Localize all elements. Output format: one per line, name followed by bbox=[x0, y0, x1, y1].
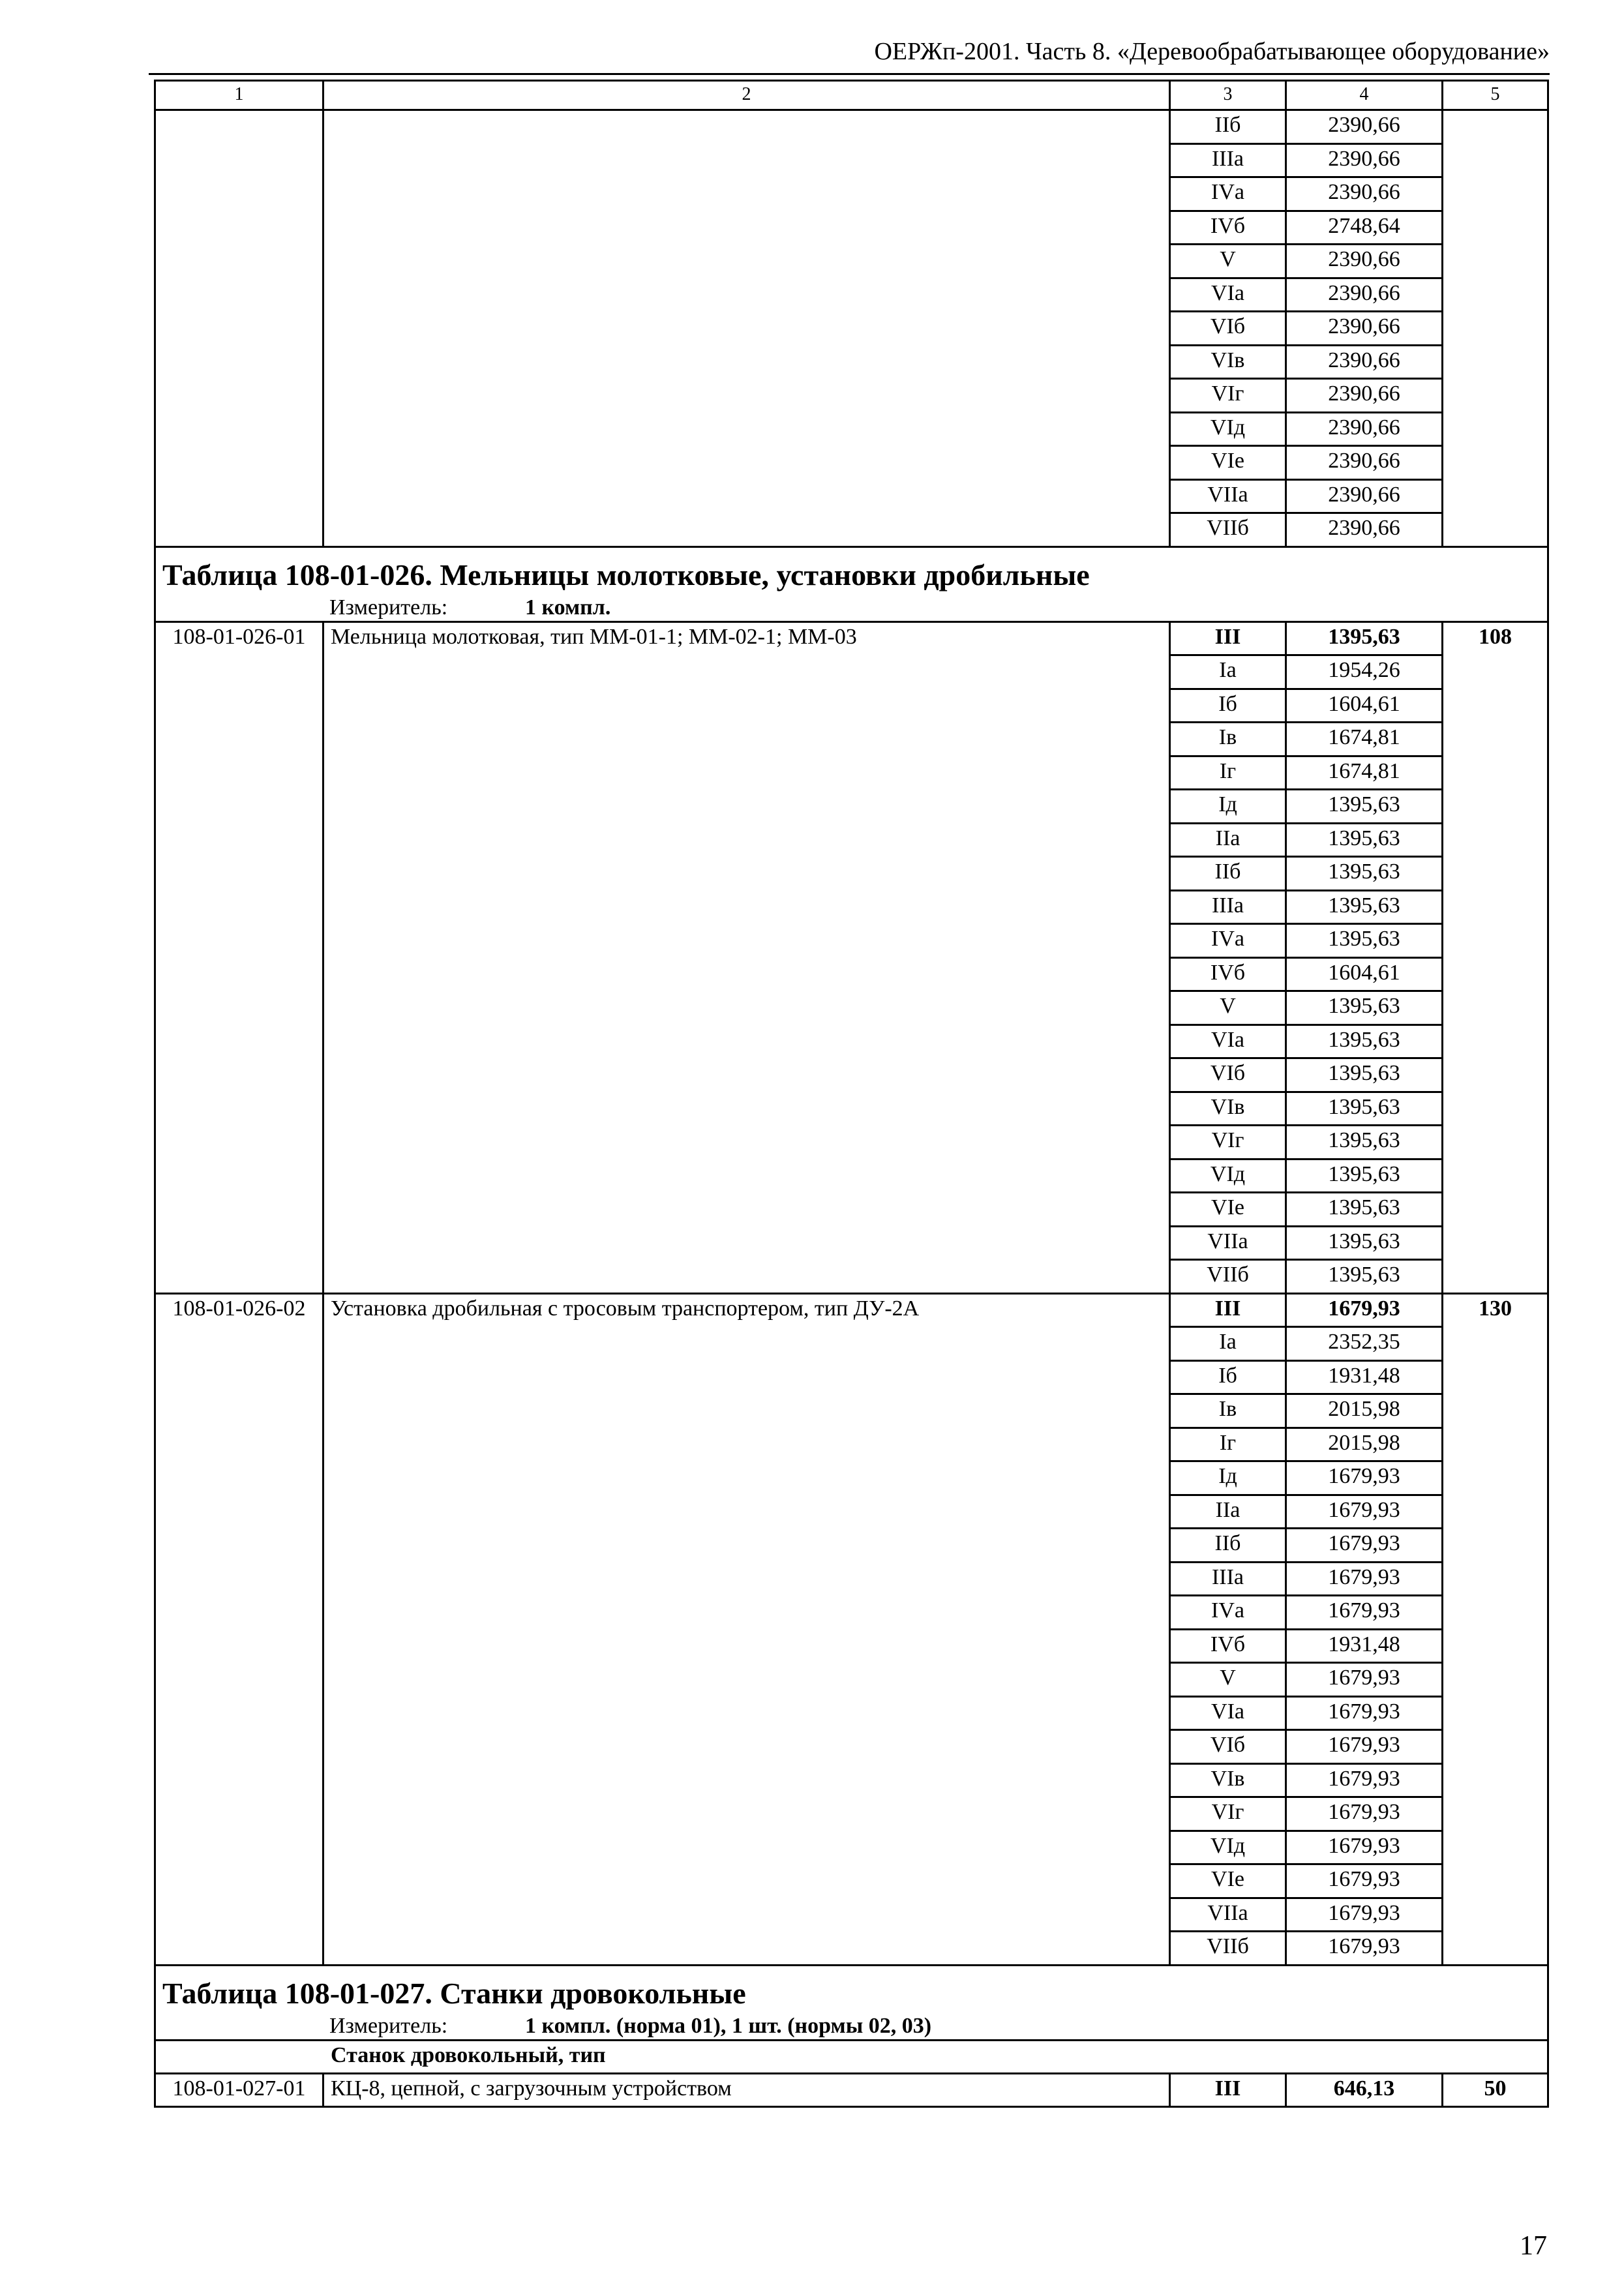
column-number: 1 bbox=[155, 81, 323, 110]
zone-cell: V bbox=[1170, 245, 1286, 278]
item-code: 108-01-027-01 bbox=[155, 2073, 323, 2107]
zone-cell: Iг bbox=[1170, 756, 1286, 790]
zone-cell: III bbox=[1170, 2073, 1286, 2107]
measure-line bbox=[329, 2013, 1541, 2039]
zone-cell: VIIб bbox=[1170, 1932, 1286, 1966]
item-code: 108-01-026-01 bbox=[155, 621, 323, 1293]
price-cell: 1679,93 bbox=[1286, 1763, 1443, 1797]
zone-cell: VIIб bbox=[1170, 513, 1286, 547]
item-description: Мельница молотковая, тип ММ-01-1; ММ-02-1; ММ-03 bbox=[323, 621, 1170, 1293]
measure-label: Измеритель: bbox=[329, 2013, 448, 2038]
price-cell: 1395,63 bbox=[1286, 924, 1443, 958]
zone-cell: Iа bbox=[1170, 1327, 1286, 1361]
price-cell: 1679,93 bbox=[1286, 1495, 1443, 1529]
price-cell: 2390,66 bbox=[1286, 446, 1443, 480]
zone-cell: VIг bbox=[1170, 1126, 1286, 1159]
item-description: Установка дробильная с тросовым транспортером, тип ДУ-2А bbox=[323, 1293, 1170, 1965]
price-cell: 1679,93 bbox=[1286, 1529, 1443, 1563]
zone-cell: VIа bbox=[1170, 1696, 1286, 1730]
zone-cell: IIIа bbox=[1170, 143, 1286, 177]
price-cell: 1395,63 bbox=[1286, 621, 1443, 655]
price-cell: 1954,26 bbox=[1286, 655, 1443, 689]
price-cell: 1395,63 bbox=[1286, 1092, 1443, 1126]
table-title-row bbox=[155, 1965, 1548, 2040]
price-cell: 1604,61 bbox=[1286, 689, 1443, 723]
zone-cell: Iг bbox=[1170, 1428, 1286, 1461]
price-cell: 2748,64 bbox=[1286, 211, 1443, 245]
price-cell: 2390,66 bbox=[1286, 312, 1443, 346]
price-cell: 1395,63 bbox=[1286, 1193, 1443, 1227]
table-title: Таблица 108-01-027. Станки дровокольные bbox=[162, 1976, 746, 2010]
zone-cell: IVб bbox=[1170, 211, 1286, 245]
zone-cell: VIд bbox=[1170, 412, 1286, 446]
price-cell: 1395,63 bbox=[1286, 857, 1443, 891]
zone-cell: VIе bbox=[1170, 1864, 1286, 1898]
price-cell: 1395,63 bbox=[1286, 1126, 1443, 1159]
zone-cell: VIв bbox=[1170, 1763, 1286, 1797]
column-number: 2 bbox=[323, 81, 1170, 110]
zone-cell: IIб bbox=[1170, 857, 1286, 891]
rate-row bbox=[155, 1293, 1548, 1327]
price-cell: 1395,63 bbox=[1286, 890, 1443, 924]
table-title: Таблица 108-01-026. Мельницы молотковые, установки дробильные bbox=[162, 558, 1090, 591]
zone-cell: VIг bbox=[1170, 1797, 1286, 1831]
price-cell: 2352,35 bbox=[1286, 1327, 1443, 1361]
price-cell: 1679,93 bbox=[1286, 1293, 1443, 1327]
zone-cell: VIб bbox=[1170, 312, 1286, 346]
zone-cell: VIIа bbox=[1170, 1898, 1286, 1932]
price-cell: 1931,48 bbox=[1286, 1629, 1443, 1663]
zone-cell: IIIа bbox=[1170, 890, 1286, 924]
zone-cell: III bbox=[1170, 621, 1286, 655]
zone-cell: VIб bbox=[1170, 1058, 1286, 1092]
zone-cell: VIIа bbox=[1170, 1226, 1286, 1260]
zone-cell: IIб bbox=[1170, 1529, 1286, 1563]
price-cell: 2390,66 bbox=[1286, 278, 1443, 312]
price-cell: 2390,66 bbox=[1286, 379, 1443, 413]
price-cell: 1604,61 bbox=[1286, 957, 1443, 991]
zone-cell: IVб bbox=[1170, 1629, 1286, 1663]
price-cell: 1679,93 bbox=[1286, 1898, 1443, 1932]
price-cell: 1679,93 bbox=[1286, 1831, 1443, 1864]
zone-cell: V bbox=[1170, 1663, 1286, 1697]
column-number: 3 bbox=[1170, 81, 1286, 110]
item-year: 108 bbox=[1443, 621, 1548, 1293]
zone-cell: IIIа bbox=[1170, 1562, 1286, 1596]
table-title-row bbox=[155, 546, 1548, 621]
table-title-cell bbox=[155, 1965, 1548, 2040]
zone-cell: IIа bbox=[1170, 1495, 1286, 1529]
column-numbers-row bbox=[155, 81, 1548, 110]
zone-cell: VIг bbox=[1170, 379, 1286, 413]
column-number: 4 bbox=[1286, 81, 1443, 110]
price-cell: 1395,63 bbox=[1286, 823, 1443, 857]
item-year: 50 bbox=[1443, 2073, 1548, 2107]
zone-cell: Iд bbox=[1170, 1461, 1286, 1495]
price-cell: 1679,93 bbox=[1286, 1596, 1443, 1630]
zone-cell: VIа bbox=[1170, 278, 1286, 312]
zone-cell: IIб bbox=[1170, 110, 1286, 144]
price-cell: 1679,93 bbox=[1286, 1864, 1443, 1898]
zone-cell: VIв bbox=[1170, 1092, 1286, 1126]
price-cell: 2390,66 bbox=[1286, 412, 1443, 446]
price-cell: 1395,63 bbox=[1286, 1058, 1443, 1092]
zone-cell: Iб bbox=[1170, 689, 1286, 723]
header-rule bbox=[149, 73, 1550, 75]
zone-cell: VIа bbox=[1170, 1025, 1286, 1058]
price-cell: 2390,66 bbox=[1286, 177, 1443, 211]
table-title-cell bbox=[155, 546, 1548, 621]
price-cell: 2390,66 bbox=[1286, 345, 1443, 379]
zone-cell: IVа bbox=[1170, 177, 1286, 211]
zone-cell: Iв bbox=[1170, 723, 1286, 756]
price-cell: 1679,93 bbox=[1286, 1461, 1443, 1495]
item-description: КЦ-8, цепной, с загрузочным устройством bbox=[323, 2073, 1170, 2107]
price-cell: 1679,93 bbox=[1286, 1562, 1443, 1596]
item-code bbox=[155, 110, 323, 547]
item-year: 130 bbox=[1443, 1293, 1548, 1965]
page-number: 17 bbox=[1520, 2231, 1547, 2261]
zone-cell: VIд bbox=[1170, 1831, 1286, 1864]
measure-line bbox=[329, 595, 1541, 621]
price-cell: 2015,98 bbox=[1286, 1394, 1443, 1428]
price-cell: 2390,66 bbox=[1286, 479, 1443, 513]
price-cell: 646,13 bbox=[1286, 2073, 1443, 2107]
rate-row bbox=[155, 2073, 1548, 2107]
price-cell: 1674,81 bbox=[1286, 756, 1443, 790]
price-cell: 1679,93 bbox=[1286, 1932, 1443, 1966]
zone-cell: Iв bbox=[1170, 1394, 1286, 1428]
running-header: ОЕРЖп-2001. Часть 8. «Деревообрабатывающее оборудование» bbox=[874, 38, 1550, 65]
price-cell: 2390,66 bbox=[1286, 143, 1443, 177]
price-cell: 1395,63 bbox=[1286, 1260, 1443, 1294]
zone-cell: VIб bbox=[1170, 1730, 1286, 1764]
rates-table bbox=[154, 80, 1549, 2108]
price-cell: 1395,63 bbox=[1286, 790, 1443, 824]
price-cell: 1931,48 bbox=[1286, 1360, 1443, 1394]
price-cell: 2390,66 bbox=[1286, 245, 1443, 278]
measure-value: 1 компл. (норма 01), 1 шт. (нормы 02, 03) bbox=[525, 2013, 932, 2038]
item-code: 108-01-026-02 bbox=[155, 1293, 323, 1965]
zone-cell: VIв bbox=[1170, 345, 1286, 379]
zone-cell: IVа bbox=[1170, 924, 1286, 958]
price-cell: 2015,98 bbox=[1286, 1428, 1443, 1461]
item-year bbox=[1443, 110, 1548, 547]
zone-cell: III bbox=[1170, 1293, 1286, 1327]
price-cell: 1395,63 bbox=[1286, 991, 1443, 1025]
price-cell: 2390,66 bbox=[1286, 513, 1443, 547]
subheading-row bbox=[155, 2040, 1548, 2073]
zone-cell: VIе bbox=[1170, 446, 1286, 480]
price-cell: 2390,66 bbox=[1286, 110, 1443, 144]
zone-cell: V bbox=[1170, 991, 1286, 1025]
zone-cell: VIIб bbox=[1170, 1260, 1286, 1294]
item-description bbox=[323, 110, 1170, 547]
zone-cell: IVа bbox=[1170, 1596, 1286, 1630]
zone-cell: Iа bbox=[1170, 655, 1286, 689]
zone-cell: VIд bbox=[1170, 1159, 1286, 1193]
rate-row bbox=[155, 621, 1548, 655]
subheading: Станок дровокольный, тип bbox=[155, 2040, 1548, 2073]
price-cell: 1679,93 bbox=[1286, 1663, 1443, 1697]
zone-cell: Iб bbox=[1170, 1360, 1286, 1394]
rates-table-body bbox=[155, 81, 1548, 2107]
zone-cell: IIа bbox=[1170, 823, 1286, 857]
zone-cell: VIе bbox=[1170, 1193, 1286, 1227]
price-cell: 1679,93 bbox=[1286, 1797, 1443, 1831]
zone-cell: IVб bbox=[1170, 957, 1286, 991]
price-cell: 1679,93 bbox=[1286, 1696, 1443, 1730]
zone-cell: VIIа bbox=[1170, 479, 1286, 513]
column-number: 5 bbox=[1443, 81, 1548, 110]
price-cell: 1674,81 bbox=[1286, 723, 1443, 756]
rate-row bbox=[155, 110, 1548, 144]
price-cell: 1395,63 bbox=[1286, 1025, 1443, 1058]
price-cell: 1679,93 bbox=[1286, 1730, 1443, 1764]
price-cell: 1395,63 bbox=[1286, 1226, 1443, 1260]
measure-value: 1 компл. bbox=[525, 595, 611, 620]
price-cell: 1395,63 bbox=[1286, 1159, 1443, 1193]
measure-label: Измеритель: bbox=[329, 595, 448, 620]
zone-cell: Iд bbox=[1170, 790, 1286, 824]
